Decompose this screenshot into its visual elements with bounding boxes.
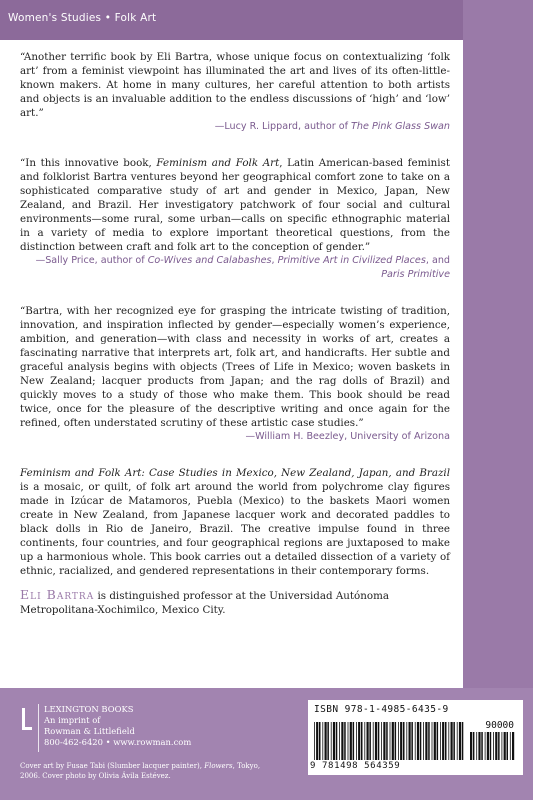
barcode-bar [485, 732, 486, 760]
publisher-imprint-line: Rowman & Littlefield [44, 726, 135, 736]
publisher-name: LEXINGTON BOOKS [44, 704, 134, 714]
publisher-contact: 800-462-6420 • www.rowman.com [44, 737, 192, 747]
barcode-bar [512, 732, 514, 760]
attribution-separator: , and [425, 255, 450, 266]
barcode-bar [510, 732, 511, 760]
quote-attribution [20, 254, 450, 282]
barcode-box [308, 700, 523, 775]
barcode-bar [493, 732, 494, 760]
quote-book-title: Feminism and Folk Art [156, 157, 280, 169]
attribution-book-title: Primitive Art in Civilized Places [277, 255, 426, 266]
barcode-bar [481, 732, 483, 760]
barcode-addon-bars [470, 732, 516, 760]
barcode-bar [502, 732, 503, 760]
publisher-text [44, 704, 191, 748]
credit-text: , Tokyo, 2006. Cover photo by Olivia Ávila Estévez. [20, 762, 261, 780]
isbn-text: ISBN 978-1-4985-6435-9 [314, 704, 449, 715]
attribution-prefix: —Sally Price, author of [35, 255, 148, 266]
author-bio-text: is distinguished professor at the Universidad Autónoma Metropolitana-Xochimilco, Mexico City. [20, 590, 389, 616]
category-label: Women's Studies • Folk Art [8, 12, 157, 24]
quote-lippard [20, 50, 450, 134]
barcode-bar [498, 732, 500, 760]
price-code: 90000 [485, 720, 514, 731]
barcode-bar [507, 732, 509, 760]
barcode-bar [504, 732, 506, 760]
barcode-bar [476, 732, 477, 760]
quote-attribution: —William H. Beezley, University of Arizona [245, 431, 450, 442]
barcode-bar [473, 732, 475, 760]
barcode-bar [495, 732, 497, 760]
author-bio [20, 588, 450, 617]
quote-beezley [20, 304, 450, 444]
attribution-separator: , [271, 255, 278, 266]
attribution-book-title: The Pink Glass Swan [351, 121, 450, 132]
quote-text: “Another terrific book by Eli Bartra, whose unique focus on contextualizing ‘folk art’ from a feminist viewpoint has illuminated the art and lives of its often-little-known makers. At home in many cultures, her careful attention to both artists and objects is an invaluable addition to the endless discussions of ‘high’ and ‘low’ art.” [20, 51, 450, 119]
publisher-divider [38, 704, 39, 752]
cover-credit [20, 762, 270, 781]
quote-text: “Bartra, with her recognized eye for grasping the intricate twisting of tradition, innovation, and inspiration inflected by gender—especially women’s experience, ambition, and generation—with class and necessity in works of art, creates a fascinating narrative that interprets art, folk art, and handicrafts. Her subtle and graceful analysis begins with objects (Trees of Life in Mexico; woven baskets in New Zealand; lacquer products from Japan; and the rag dolls of Brazil) and quickly moves to a study of those who make them. This book should be read twice, once for the pleasure of the descriptive writing and once again for the refined, often understated scrutiny of these artistic case studies.” [20, 305, 450, 429]
book-title: Feminism and Folk Art: Case Studies in Mexico, New Zealand, Japan, and Brazil [20, 467, 450, 479]
quote-text-part: , Latin American-based feminist and folklorist Bartra ventures beyond her geographical comfort zone to take on a sophisticated comparative study of art and gender in Mexico, Japan, New Zealand, and Brazil. Her investigatory patchwork of four social and cultural environments—some rural, some urban—calls on specific ethnographic material in a variety of media to explore important theoretical questions, from the distinction between craft and folk art to the conception of gender.” [20, 157, 450, 253]
attribution-prefix: —Lucy R. Lippard, author of [214, 121, 352, 132]
publisher-imprint-line: An imprint of [44, 715, 101, 725]
barcode-bar [478, 732, 480, 760]
attribution-book-title: Co-Wives and Calabashes [147, 255, 272, 266]
ean-digits: 9 781498 564359 [310, 761, 401, 771]
quote-text [20, 156, 450, 254]
publisher-logo-icon [20, 704, 34, 734]
quote-text-part: “In this innovative book, [20, 157, 157, 169]
author-name: Eli Bartra [20, 587, 95, 602]
quote-price [20, 156, 450, 282]
right-color-band [463, 0, 533, 688]
barcode-bar [490, 732, 492, 760]
quote-attribution [20, 120, 450, 134]
book-description [20, 466, 450, 578]
credit-text: Cover art by Fusae Tabi (Slumber lacquer painter), [20, 762, 205, 770]
barcode-bar [487, 732, 489, 760]
attribution-book-title: Paris Primitive [381, 269, 450, 280]
description-text: is a mosaic, or quilt, of folk art around the world from polychrome clay figures made in Izúcar de Matamoros, Puebla (Mexico) to the baskets Maori women create in New Zealand, from Japanese lacquer work and decorated paddles to black dolls in Rio de Janeiro, Brazil. The creative impulse found in three continents, four countries, and four geographical regions are juxtaposed to make up a harmonious whole. This book carries out a detailed dissection of a variety of ethnic, racialized, and gendered representations in their contemporary forms. [20, 481, 450, 577]
back-cover-text [20, 50, 450, 617]
barcode-bar [470, 732, 472, 760]
credit-artwork-title: Flowers [204, 762, 233, 770]
